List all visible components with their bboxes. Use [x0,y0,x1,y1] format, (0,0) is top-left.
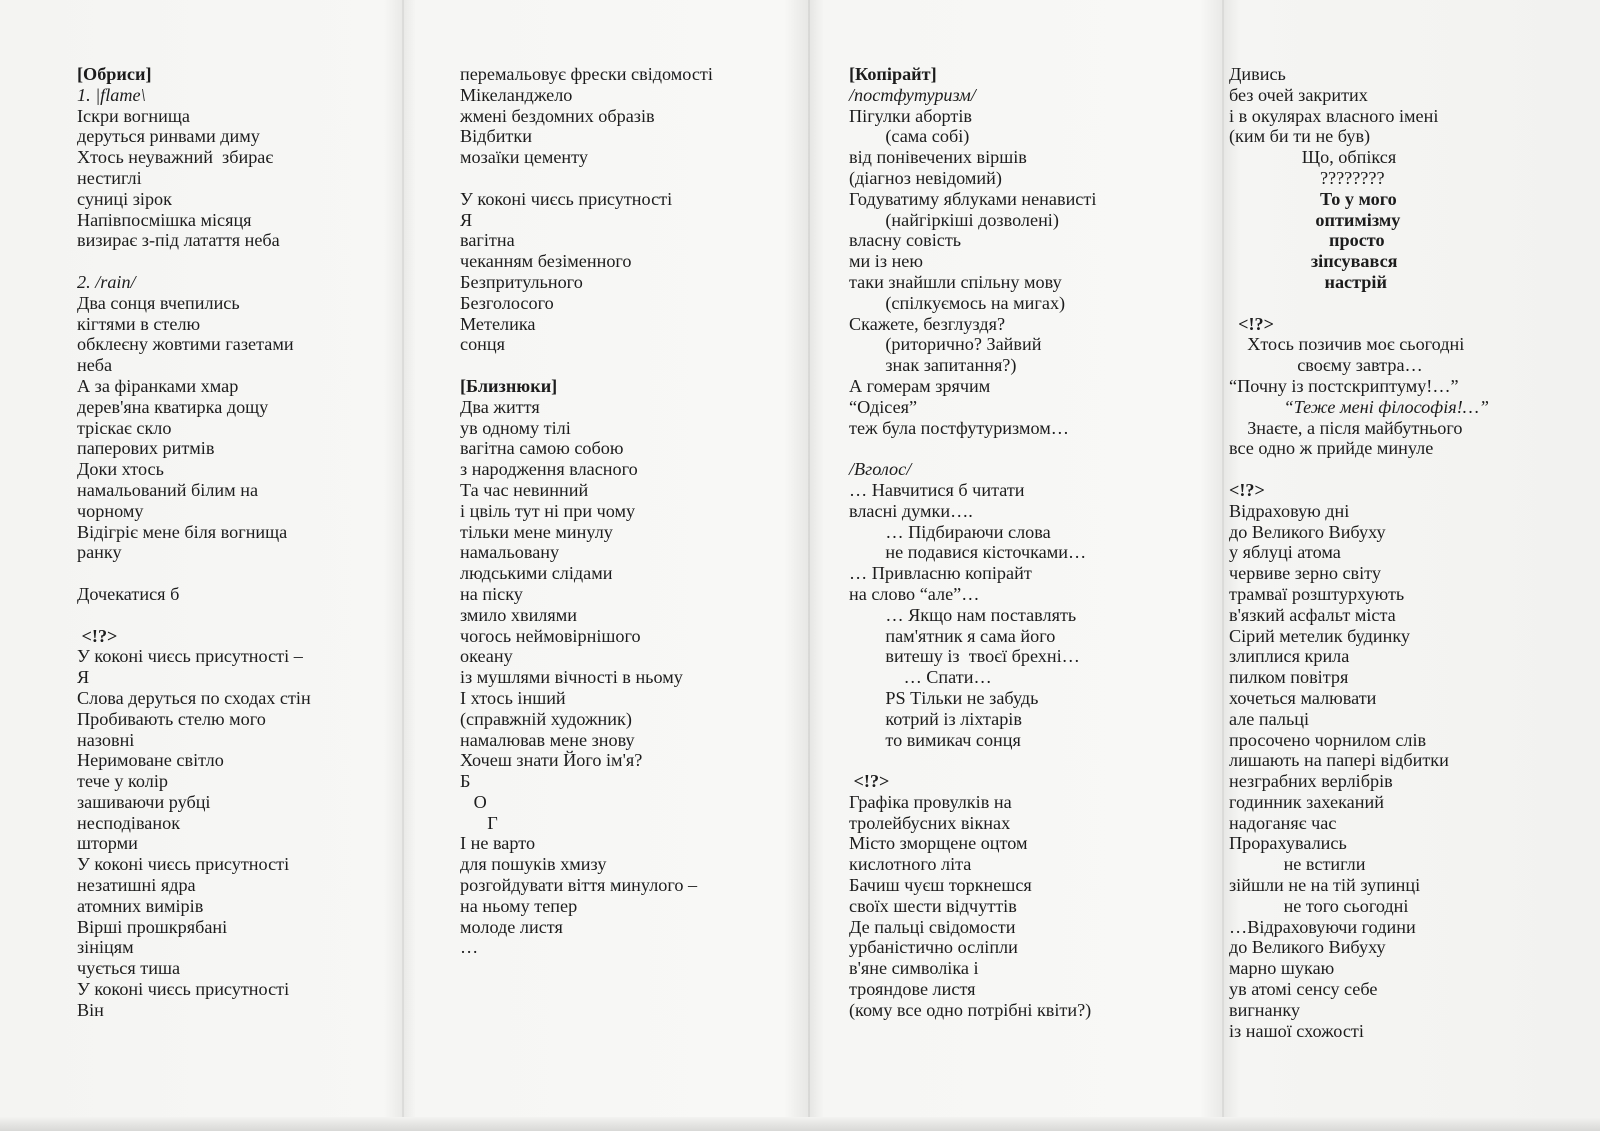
poem-line: на слово “але”… [849,583,980,604]
poem-line: до Великого Вибуху [1229,521,1386,542]
poem-line: урбаністично осліпли [849,937,1018,958]
poem-line: несподіванок [77,812,181,833]
poem-line: з народження власного [460,459,638,480]
poem-line: Прорахувались [1229,833,1347,854]
poem-line: [Обриси] [77,64,152,84]
poem-line [849,750,1096,771]
poem-line: Хтось позичив моє сьогодні [1229,334,1465,355]
poem-line: Бачиш чуєш торкнешся [849,875,1032,896]
poem-line: вагітна самою собою [460,438,624,459]
poem-line: чеканням безіменного [460,251,632,272]
poem-line: тільки мене минулу [460,521,613,542]
poem-line [77,605,311,626]
poem-line: пам'ятник я сама його [849,625,1056,646]
poem-line: котрий із ліхтарів [849,708,1022,729]
poem-line: і цвіль тут ні при чому [460,500,636,521]
fold-line [402,0,404,1131]
poem-line: теж була постфутуризмом… [849,417,1069,438]
fold-line [1222,0,1224,1131]
poem-line: Доки хтось [77,459,164,480]
poem-line: Та час невинний [460,479,589,500]
poem-line: червиве зерно світу [1229,563,1381,584]
poem-line: жмені бездомних образів [460,105,655,126]
poem-line: пилком повітря [1229,667,1349,688]
poem-line: паперових ритмів [77,438,215,459]
poem-line: намальовану [460,542,560,563]
poem-line: до Великого Вибуху [1229,937,1386,958]
column-2 [460,64,713,958]
poem-line: перемальовує фрески свідомості [460,64,713,84]
poem-line: власні думки…. [849,500,973,521]
poem-line: У коконі чиєсь присутності [77,979,290,1000]
poem-line [460,355,713,376]
poem-line: у яблуці атома [1229,542,1341,563]
poem-line: людськими слідами [460,563,613,584]
poem-line: То у мого [1229,188,1397,209]
poem-line: PS Тільки не забудь [849,687,1039,708]
poem-line: таки знайшли спільну мову [849,271,1062,292]
poem-line: зініцям [77,937,134,958]
poem-line: розгойдувати віття минулого – [460,875,698,896]
poem-line: на ньому тепер [460,895,578,916]
poem-line: зіпсувався [1229,251,1398,272]
poem-line: … Навчитися б читати [849,479,1025,500]
poem-line: … Спати… [849,667,992,688]
poem-line: У коконі чиєсь присутності [460,188,673,209]
poem-line: намальований білим на [77,479,259,500]
poem-line: (найгіркіші дозволені) [849,209,1059,230]
poem-line: витешу із твоєї брехні… [849,646,1080,667]
poem-line: Два життя [460,396,540,417]
poem-line: вигнанку [1229,999,1300,1020]
poem-line: Місто зморщене оцтом [849,833,1028,854]
poem-line: зашиваючи рубці [77,791,211,812]
poem-line: але пальці [1229,708,1310,729]
poem-line: Слова деруться по сходах стін [77,687,311,708]
poem-line: тролейбусних вікнах [849,812,1011,833]
poem-line: без очей закритих [1229,84,1368,105]
poem-line: неба [77,355,113,376]
poem-line: Відігріє мене біля вогнища [77,521,288,542]
column-1 [77,64,311,1021]
poem-line [77,563,311,584]
poem-line: Два сонця вчепились [77,292,240,313]
poem-line: Хочеш знати Його ім'я? [460,750,643,771]
poem-line: від понівечених віршів [849,147,1027,168]
poem-line: [Копірайт] [849,64,937,84]
poem-line: Що, обпікся [1229,147,1397,168]
poem-line: Відбитки [460,126,532,147]
poem-line: Неримоване світло [77,750,224,771]
poem-line: … Якщо нам поставлять [849,604,1077,625]
poem-line: дерев'яна кватирка дощу [77,396,269,417]
poem-line: Напівпосмішка місяця [77,209,252,230]
poem-line [849,438,1096,459]
poem-line: Безголосого [460,292,554,313]
poem-line: І хтось інший [460,687,566,708]
poem-line: трамваї розштурхують [1229,583,1405,604]
poem-line: О [460,791,487,812]
poem-line: кігтями в стелю [77,313,201,334]
poem-line: Відраховую дні [1229,500,1350,521]
poem-line: океану [460,646,513,667]
poem-line: нестиглі [77,167,142,188]
poem-line: І не варто [460,833,536,854]
poem-line: змило хвилями [460,604,577,625]
poem-line: ранку [77,542,122,563]
poem-line: (кому все одно потрібні квіти?) [849,999,1092,1020]
poem-line: тече у колір [77,771,168,792]
poem-line: тріскає скло [77,417,172,438]
poem-line: годинник захеканий [1229,791,1384,812]
poem-line: злиплися крила [1229,646,1350,667]
poem-line: Дивись [1229,64,1286,84]
poem-line: Пігулки абортів [849,105,972,126]
poem-line: … Підбираючи слова [849,521,1051,542]
poem-line: незграбних верлібрів [1229,771,1393,792]
poem-line: чогось неймовірнішого [460,625,641,646]
poem-line: Він [77,999,104,1020]
poem-line: трояндове листя [849,979,976,1000]
poem-line: ???????? [1229,167,1385,188]
poem-line: просто [1229,230,1385,251]
poem-line: ув одному тілі [460,417,571,438]
poem-line: настрій [1229,271,1387,292]
poem-line: 2. /rain/ [77,271,136,292]
poem-line: в'язкий асфальт міста [1229,604,1396,625]
poem-line: все одно ж прийде минуле [1229,438,1434,459]
poem-line: Вірші прошкрябані [77,916,228,937]
poem-line: (ким би ти не був) [1229,126,1371,147]
poem-line: Іскри вогнища [77,105,190,126]
poem-line: (риторично? Зайвий [849,334,1042,355]
poem-line: Метелика [460,313,536,334]
poem-line: зійшли не на тій зупинці [1229,875,1421,896]
poem-line: … Привласню копірайт [849,563,1032,584]
poem-line: надоганяє час [1229,812,1337,833]
poem-line: чується тиша [77,958,181,979]
poem-line: суниці зірок [77,188,172,209]
poem-line [1229,459,1489,480]
poem-line: “Одісея” [849,396,918,417]
poem-line [460,168,713,189]
poem-line: своїх шести відчуттів [849,895,1017,916]
poem-line: мозаїки цементу [460,147,588,168]
poem-line: ми із нею [849,251,923,272]
poem-line: Де пальці свідомости [849,916,1016,937]
column-4 [1229,64,1489,1041]
poem-line: Знаєте, а після майбутнього [1229,417,1463,438]
poem-line: У коконі чиєсь присутності [77,854,290,875]
poem-line: із мушлями вічності в ньому [460,667,683,688]
column-3 [849,64,1096,1021]
poem-line: (спілкуємось на мигах) [849,292,1066,313]
poem-line: Годуватиму яблуками ненависті [849,188,1097,209]
poem-line: А за фіранками хмар [77,375,239,396]
poem-line [77,251,311,272]
poem-line: сонця [460,334,505,355]
poem-line: <!?> [1229,313,1274,334]
poem-line: хочеться малювати [1229,687,1377,708]
poem-line: обклеєну жовтими газетами [77,334,294,355]
poem-line: чорному [77,500,144,521]
poem-line [1229,293,1489,314]
poem-line: не встигли [1229,854,1366,875]
poem-line: (сама собі) [849,126,970,147]
poem-line: незатишні ядра [77,875,196,896]
poem-line: Я [460,209,473,230]
poem-line: Мікеланджело [460,84,573,105]
poem-line: /Вголос/ [849,459,912,480]
poem-line: ув атомі сенсу себе [1229,979,1378,1000]
page-bottom-edge [0,1117,1600,1131]
poem-line: своєму завтра… [1229,355,1423,376]
poem-line: на піску [460,583,523,604]
poem-line: [Близнюки] [460,375,558,396]
poem-line: “Теже мені філософія!…” [1229,396,1490,417]
poem-line: просочено чорнилом слів [1229,729,1427,750]
poem-line: знак запитання?) [849,355,1017,376]
poem-line: шторми [77,833,138,854]
poem-line: … [460,937,479,958]
poem-line: А гомерам зрячим [849,375,991,396]
poem-line: Графіка провулків на [849,791,1012,812]
poem-line: лишають на папері відбитки [1229,750,1449,771]
poem-line: 1. |flame\ [77,84,146,105]
poem-line: марно шукаю [1229,958,1335,979]
poem-line: <!?> [849,771,890,792]
poem-line: “Почну із постскриптуму!…” [1229,375,1459,396]
poem-line: молоде листя [460,916,563,937]
poem-line: визирає з-під латаття неба [77,230,280,251]
fold-line [808,0,810,1131]
poem-line: Хтось неуважний збирає [77,147,274,168]
poem-line: Б [460,771,471,792]
poem-line: У коконі чиєсь присутності – [77,646,303,667]
poem-line: Сірий метелик будинку [1229,625,1410,646]
poem-line: то вимикач сонця [849,729,1021,750]
poem-line: (справжній художник) [460,708,632,729]
poem-line: деруться ринвами диму [77,126,260,147]
poem-line: власну совість [849,230,962,251]
poem-line: назовні [77,729,135,750]
poem-line: Пробивають стелю мого [77,708,266,729]
poem-line: вагітна [460,230,515,251]
poem-line: намалював мене знову [460,729,635,750]
poem-line: для пошуків хмизу [460,854,607,875]
poem-line: не подавися кісточками… [849,542,1087,563]
poem-line: Дочекатися б [77,583,180,604]
poem-line: із нашої схожості [1229,1020,1364,1041]
poem-line: Скажете, безглуздя? [849,313,1006,334]
poem-line: не того сьогодні [1229,895,1409,916]
poem-line: оптимізму [1229,209,1401,230]
poem-line: …Відраховуючи години [1229,916,1416,937]
poem-line: Г [460,812,498,833]
poem-line: і в окулярах власного імені [1229,105,1439,126]
poem-line: (діагноз невідомий) [849,167,1002,188]
poem-line: Я [77,667,90,688]
poem-line: кислотного літа [849,854,972,875]
poem-line: в'яне символіка і [849,958,979,979]
poem-line: <!?> [1229,479,1265,500]
poem-line: /постфутуризм/ [849,84,976,105]
poem-line: Безпритульного [460,271,583,292]
poem-line: атомних вимірів [77,895,204,916]
poem-line: <!?> [77,625,118,646]
